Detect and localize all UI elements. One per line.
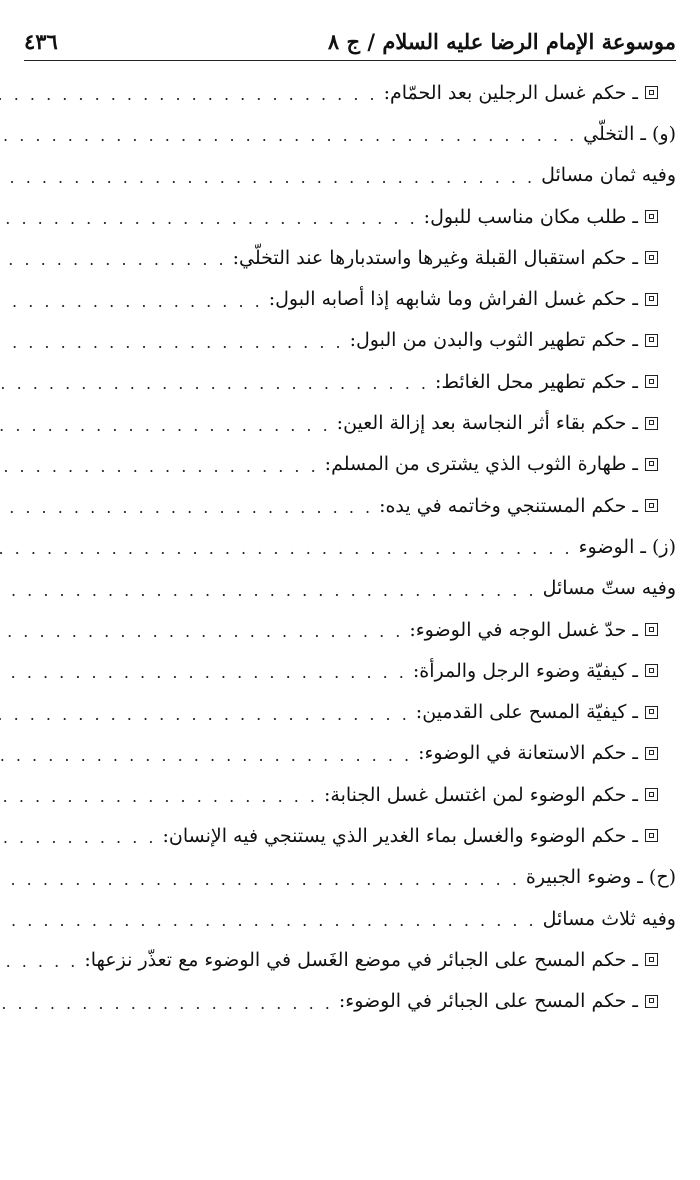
square-bullet-icon — [645, 334, 658, 347]
toc-section-heading — [24, 898, 676, 939]
square-bullet-icon — [645, 251, 658, 264]
square-bullet-icon — [645, 86, 658, 99]
toc-entry-text: (ح) ـ وضوء الجبيرة — [525, 866, 676, 889]
toc-section-heading — [24, 526, 676, 567]
toc-entry — [24, 278, 676, 319]
toc-entry-text: ـ حكم الوضوء لمن اغتسل غسل الجنابة: — [324, 783, 638, 806]
square-bullet-icon — [645, 995, 658, 1008]
square-bullet-icon — [645, 747, 658, 760]
toc-entry-text: وفيه ثمان مسائل — [541, 164, 676, 187]
dot-leader — [0, 209, 418, 228]
toc-entry-text: ـ حكم استقبال القبلة وغيرها واستدبارها عند التخلّي: — [232, 246, 638, 269]
square-bullet-icon — [645, 499, 658, 512]
square-bullet-icon — [645, 210, 658, 223]
toc-entry-text: (ز) ـ الوضوء — [578, 535, 676, 558]
book-title: موسوعة الإمام الرضا عليه السلام / ج ٨ — [327, 28, 676, 54]
toc-entry-text: ـ حكم الاستعانة في الوضوء: — [418, 742, 638, 765]
toc-entry — [24, 609, 676, 650]
square-bullet-icon — [645, 293, 658, 306]
square-bullet-icon — [645, 829, 658, 842]
square-bullet-icon — [645, 375, 658, 388]
dot-leader — [0, 746, 412, 765]
toc-entry-text: (و) ـ التخلّي — [583, 122, 676, 145]
square-bullet-icon — [645, 953, 658, 966]
toc-entry — [24, 320, 676, 361]
toc-entry-text: ـ حدّ غسل الوجه في الوضوء: — [409, 618, 638, 641]
toc-entry-text: ـ طلب مكان مناسب للبول: — [423, 205, 638, 228]
toc-entry-text: ـ كيفيّة وضوء الرجل والمرأة: — [412, 659, 638, 682]
toc-entry-text: وفيه ستّ مسائل — [542, 577, 676, 600]
toc-entry — [24, 691, 676, 732]
toc-entry-text: ـ حكم الوضوء والغسل بماء الغدير الذي يستنجي فيه الإنسان: — [162, 824, 638, 847]
toc-entry — [24, 815, 676, 856]
toc-entry-text: ـ كيفيّة المسح على القدمين: — [415, 701, 638, 724]
square-bullet-icon — [645, 623, 658, 636]
dot-leader — [0, 85, 378, 104]
dot-leader — [0, 663, 407, 682]
toc-entry-text: ـ حكم تطهير الثوب والبدن من البول: — [349, 329, 638, 352]
square-bullet-icon — [645, 788, 658, 801]
toc-entry-text: ـ طهارة الثوب الذي يشترى من المسلم: — [324, 453, 638, 476]
toc-entry-text: ـ حكم غسل الفراش وما شابهه إذا أصابه البول: — [268, 288, 638, 311]
dot-leader — [0, 787, 318, 806]
dot-leader — [0, 416, 331, 435]
dot-leader — [0, 292, 263, 311]
toc-entry-text: وفيه ثلاث مسائل — [542, 907, 676, 930]
toc-section-heading — [24, 113, 676, 154]
square-bullet-icon — [645, 706, 658, 719]
dot-leader — [0, 870, 520, 889]
page-number: ٤٣٦ — [24, 28, 58, 54]
dot-leader — [0, 539, 573, 558]
toc-section-heading — [24, 155, 676, 196]
page-header — [24, 24, 676, 58]
toc-entry-text: ـ حكم غسل الرجلين بعد الحمّام: — [383, 81, 638, 104]
dot-leader — [0, 457, 319, 476]
toc-entry — [24, 72, 676, 113]
toc-entry — [24, 733, 676, 774]
square-bullet-icon — [645, 664, 658, 677]
dot-leader — [0, 333, 344, 352]
toc-entry — [24, 361, 676, 402]
toc-entry-text: ـ حكم المسح على الجبائر في الوضوء: — [338, 990, 638, 1013]
toc-entry-text: ـ حكم المسح على الجبائر في موضع الغَسل في الوضوء مع تعذّر نزعها: — [84, 948, 638, 971]
toc-entry — [24, 774, 676, 815]
toc-entry — [24, 650, 676, 691]
toc-entry — [24, 485, 676, 526]
dot-leader — [0, 705, 410, 724]
square-bullet-icon — [645, 458, 658, 471]
toc-entry — [24, 444, 676, 485]
toc-entry-text: ـ حكم بقاء أثر النجاسة بعد إزالة العين: — [336, 412, 638, 435]
toc-entry — [24, 981, 676, 1022]
toc-section-heading — [24, 568, 676, 609]
toc-entry — [24, 237, 676, 278]
toc-entry-text: ـ حكم المستنجي وخاتمه في يده: — [379, 494, 638, 517]
dot-leader — [0, 994, 333, 1013]
header-rule — [24, 60, 676, 61]
square-bullet-icon — [645, 417, 658, 430]
dot-leader — [0, 622, 403, 641]
toc-entry — [24, 939, 676, 980]
dot-leader — [0, 126, 577, 145]
dot-leader — [0, 498, 373, 517]
dot-leader — [0, 374, 429, 393]
dot-leader — [0, 828, 156, 847]
dot-leader — [0, 168, 535, 187]
toc-entry — [24, 402, 676, 443]
dot-leader — [0, 911, 537, 930]
dot-leader — [0, 581, 537, 600]
toc-entry-text: ـ حكم تطهير محل الغائط: — [434, 370, 638, 393]
table-of-contents — [24, 72, 676, 1022]
toc-entry — [24, 196, 676, 237]
dot-leader — [0, 250, 227, 269]
toc-section-heading — [24, 857, 676, 898]
dot-leader — [0, 952, 78, 971]
